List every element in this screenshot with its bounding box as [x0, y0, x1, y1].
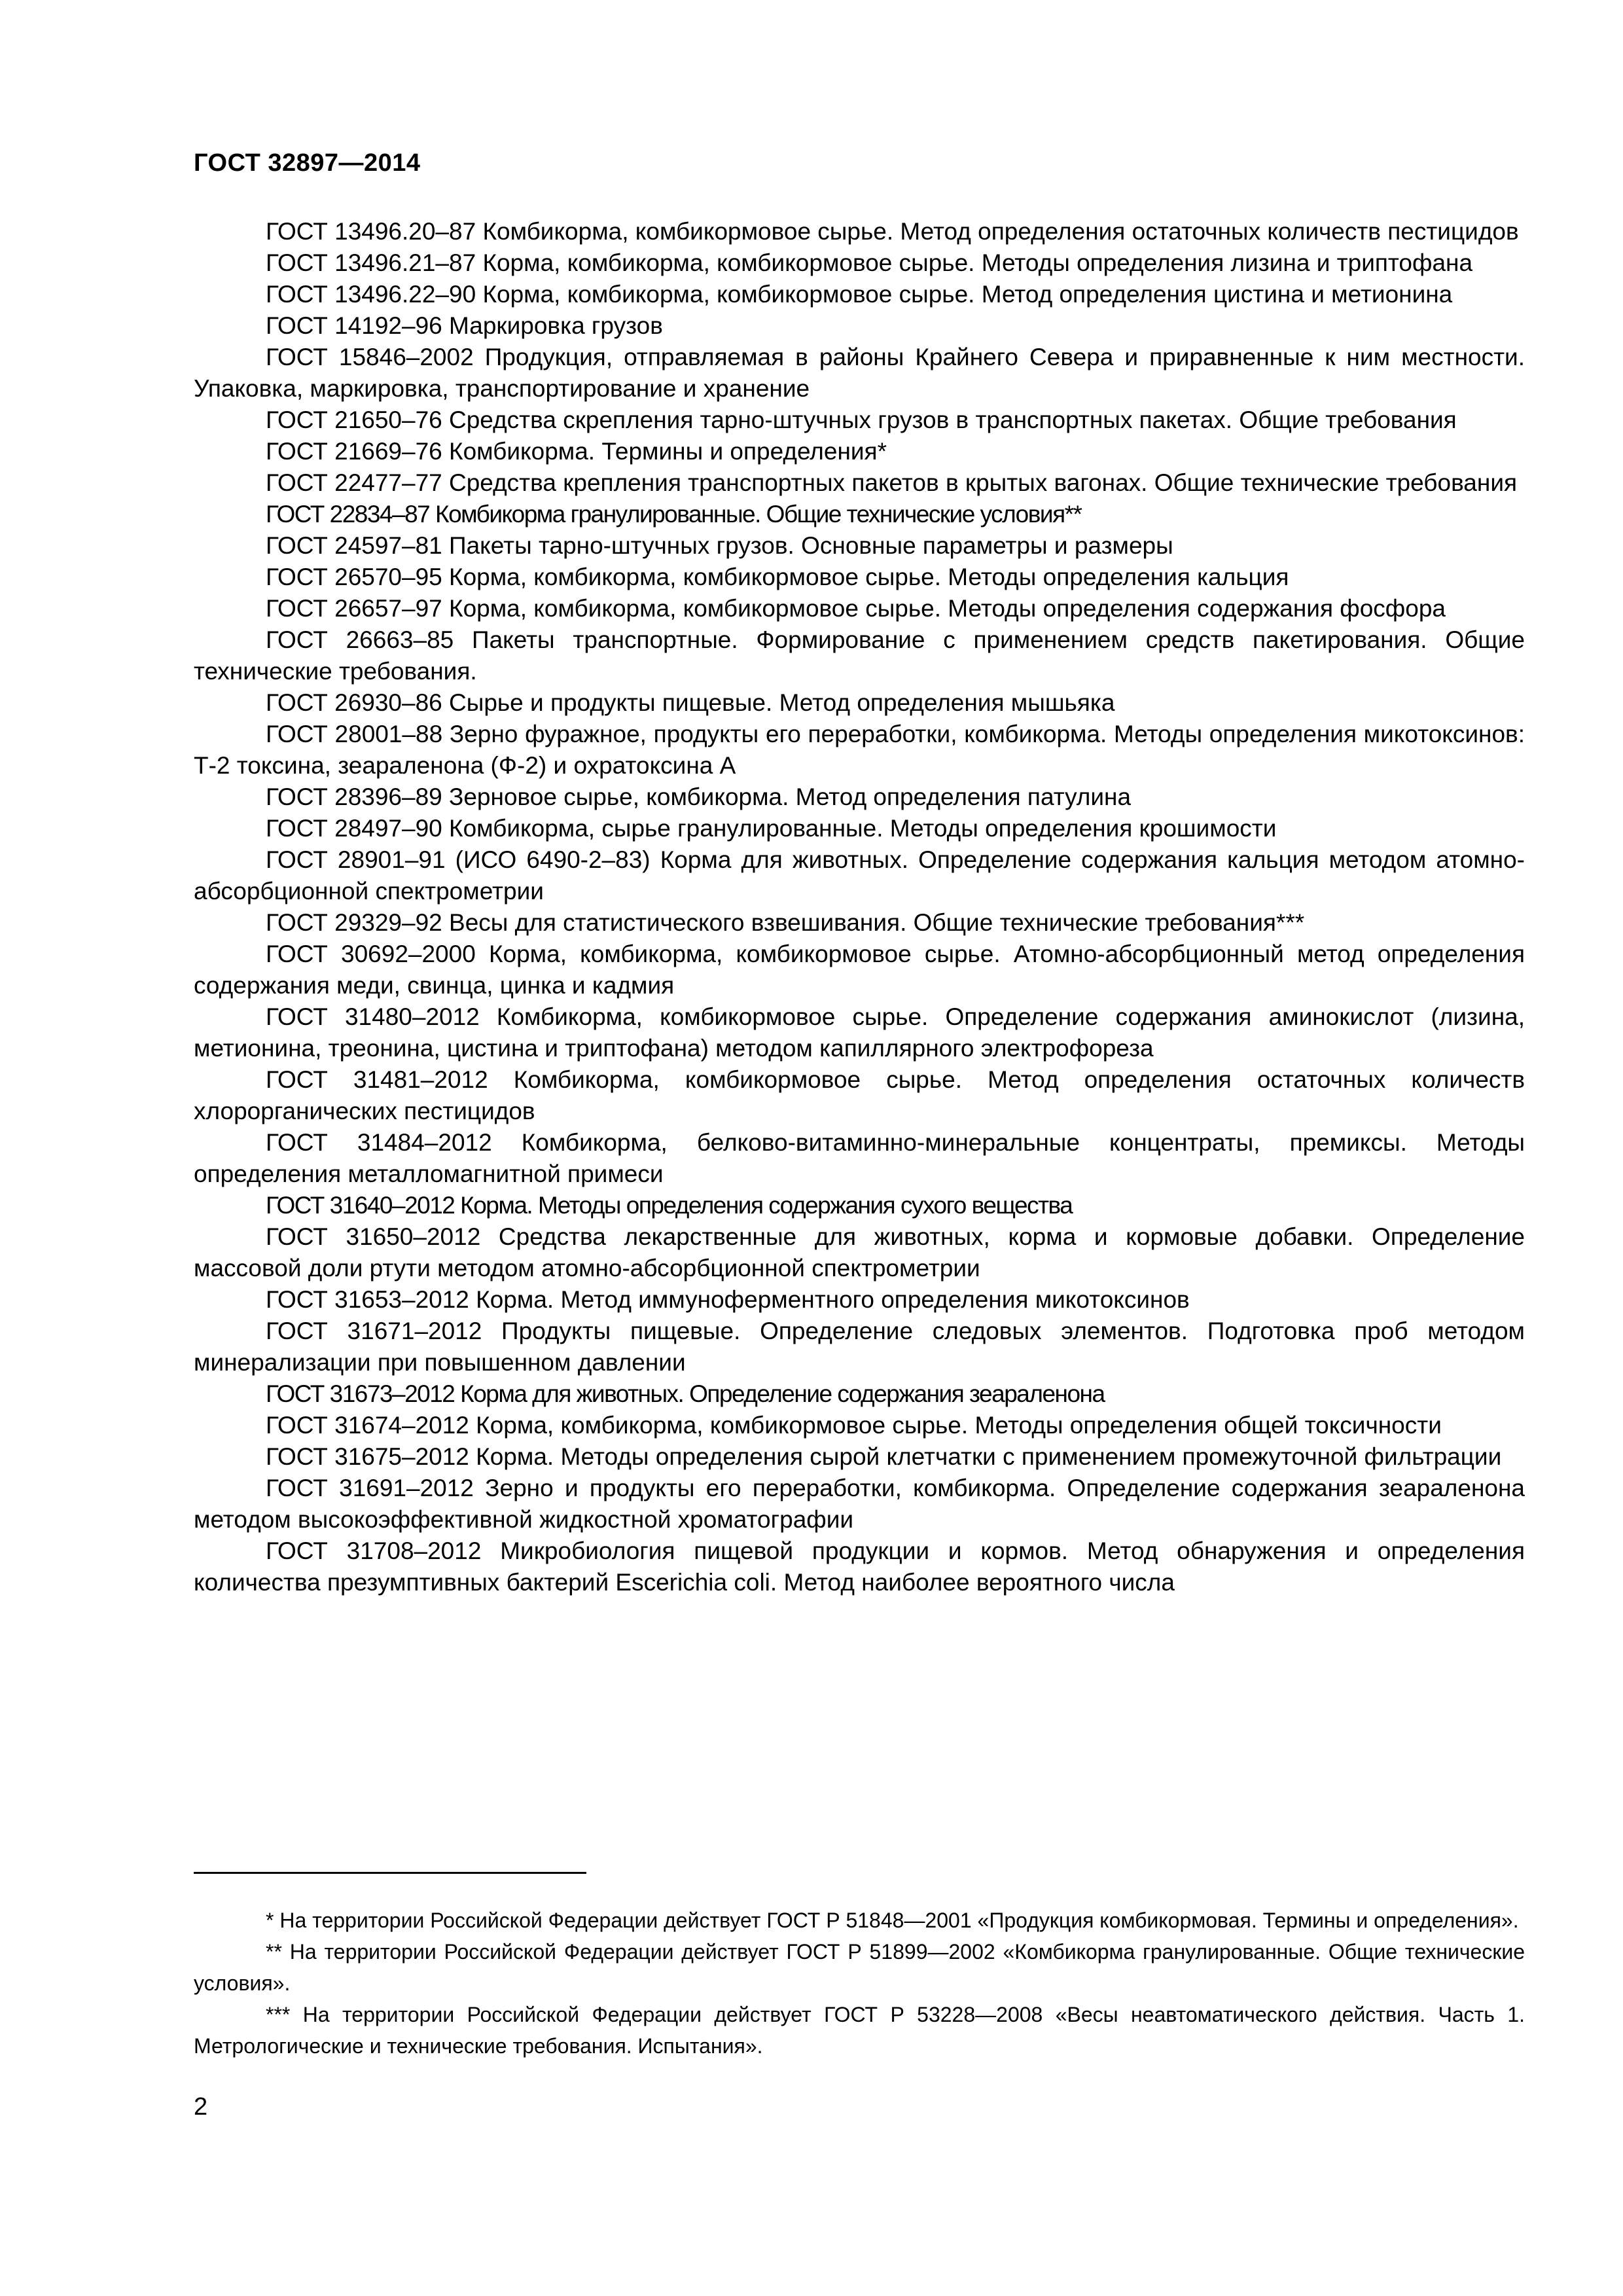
reference-item: ГОСТ 22834–87 Комбикорма гранулированные. Общие технические условия** — [266, 501, 1082, 528]
reference-item: ГОСТ 13496.20–87 Комбикорма, комбикормовое сырье. Метод определения остаточных количеств пестицидов — [266, 218, 1519, 245]
footnote: * На территории Российской Федерации действует ГОСТ Р 51848—2001 «Продукция комбикормовая. Термины и определения». — [266, 1909, 1519, 1932]
reference-item: ГОСТ 31653–2012 Корма. Метод иммуноферментного определения микотоксинов — [266, 1286, 1190, 1313]
reference-item: ГОСТ 31674–2012 Корма, комбикорма, комбикормовое сырье. Методы определения общей токсичности — [266, 1412, 1442, 1439]
reference-item: ГОСТ 31673–2012 Корма для животных. Определение содержания зеараленона — [266, 1380, 1105, 1407]
reference-item: ГОСТ 31484–2012 Комбикорма, белково-витаминно-минеральные концентраты, премиксы. Методы определения металломагнитной примеси — [194, 1129, 1525, 1187]
document-header: ГОСТ 32897—2014 — [194, 149, 421, 177]
reference-item: ГОСТ 14192–96 Маркировка грузов — [266, 312, 663, 339]
reference-item: ГОСТ 31650–2012 Средства лекарственные для животных, корма и кормовые добавки. Определение массовой доли ртути методом атомно-абсорбционной спектрометрии — [194, 1223, 1525, 1282]
reference-item: ГОСТ 30692–2000 Корма, комбикорма, комбикормовое сырье. Атомно-абсорбционный метод определения содержания меди, свинца, цинка и кадмия — [194, 941, 1525, 999]
reference-item: ГОСТ 31671–2012 Продукты пищевые. Определение следовых элементов. Подготовка проб методом минерализации при повышенном давлении — [194, 1318, 1525, 1376]
reference-item: ГОСТ 15846–2002 Продукция, отправляемая в районы Крайнего Севера и приравненные к ним местности. Упаковка, маркировка, транспортирование и хранение — [194, 344, 1525, 402]
reference-item: ГОСТ 28901–91 (ИСО 6490-2–83) Корма для животных. Определение содержания кальция методом атомно-абсорбционной спектрометрии — [194, 846, 1525, 905]
reference-item: ГОСТ 31640–2012 Корма. Методы определения содержания сухого вещества — [266, 1192, 1073, 1219]
reference-item: ГОСТ 29329–92 Весы для статистического взвешивания. Общие технические требования*** — [266, 909, 1305, 936]
reference-item: ГОСТ 26657–97 Корма, комбикорма, комбикормовое сырье. Методы определения содержания фосфора — [266, 595, 1446, 622]
reference-item: ГОСТ 28001–88 Зерно фуражное, продукты его переработки, комбикорма. Методы определения микотоксинов: Т-2 токсина, зеараленона (Ф-2) и охратоксина А — [194, 721, 1525, 779]
reference-item: ГОСТ 31480–2012 Комбикорма, комбикормовое сырье. Определение содержания аминокислот (лизина, метионина, треонина, цистина и триптофана) методом капиллярного электрофореза — [194, 1003, 1525, 1062]
footnote: *** На территории Российской Федерации действует ГОСТ Р 53228—2008 «Весы неавтоматического действия. Часть 1. Метрологические и технические требования. Испытания». — [194, 2003, 1525, 2058]
reference-item: ГОСТ 28396–89 Зерновое сырье, комбикорма. Метод определения патулина — [266, 783, 1132, 810]
reference-item: ГОСТ 26570–95 Корма, комбикорма, комбикормовое сырье. Методы определения кальция — [266, 564, 1289, 590]
reference-item: ГОСТ 31708–2012 Микробиология пищевой продукции и кормов. Метод обнаружения и определения количества презумптивных бактерий Escerichia coli. Метод наиболее вероятного числа — [194, 1537, 1525, 1596]
reference-item: ГОСТ 26930–86 Сырье и продукты пищевые. Метод определения мышьяка — [266, 689, 1115, 716]
reference-item: ГОСТ 21650–76 Средства скрепления тарно-штучных грузов в транспортных пакетах. Общие требования — [266, 406, 1457, 433]
footnote-divider — [194, 1872, 586, 1874]
footnote: ** На территории Российской Федерации действует ГОСТ Р 51899—2002 «Комбикорма гранулированные. Общие технические условия». — [194, 1940, 1525, 1995]
reference-item: ГОСТ 24597–81 Пакеты тарно-штучных грузов. Основные параметры и размеры — [266, 532, 1173, 559]
reference-item: ГОСТ 22477–77 Средства крепления транспортных пакетов в крытых вагонах. Общие технические требования — [266, 469, 1518, 496]
normative-references-list — [194, 216, 1525, 1598]
reference-item: ГОСТ 31691–2012 Зерно и продукты его переработки, комбикорма. Определение содержания зеараленона методом высокоэффективной жидкостной хроматографии — [194, 1475, 1525, 1533]
reference-item: ГОСТ 21669–76 Комбикорма. Термины и определения* — [266, 438, 887, 465]
reference-item: ГОСТ 26663–85 Пакеты транспортные. Формирование с применением средств пакетирования. Общие технические требования. — [194, 626, 1525, 685]
reference-item: ГОСТ 13496.22–90 Корма, комбикорма, комбикормовое сырье. Метод определения цистина и метионина — [266, 281, 1453, 308]
page-number: 2 — [194, 2093, 208, 2121]
reference-item: ГОСТ 13496.21–87 Корма, комбикорма, комбикормовое сырье. Методы определения лизина и триптофана — [266, 249, 1473, 276]
reference-item: ГОСТ 28497–90 Комбикорма, сырье гранулированные. Методы определения крошимости — [266, 815, 1277, 842]
reference-item: ГОСТ 31675–2012 Корма. Методы определения сырой клетчатки с применением промежуточной фильтрации — [266, 1443, 1502, 1470]
reference-item: ГОСТ 31481–2012 Комбикорма, комбикормовое сырье. Метод определения остаточных количеств хлорорганических пестицидов — [194, 1066, 1525, 1124]
footnotes — [194, 1905, 1525, 2062]
